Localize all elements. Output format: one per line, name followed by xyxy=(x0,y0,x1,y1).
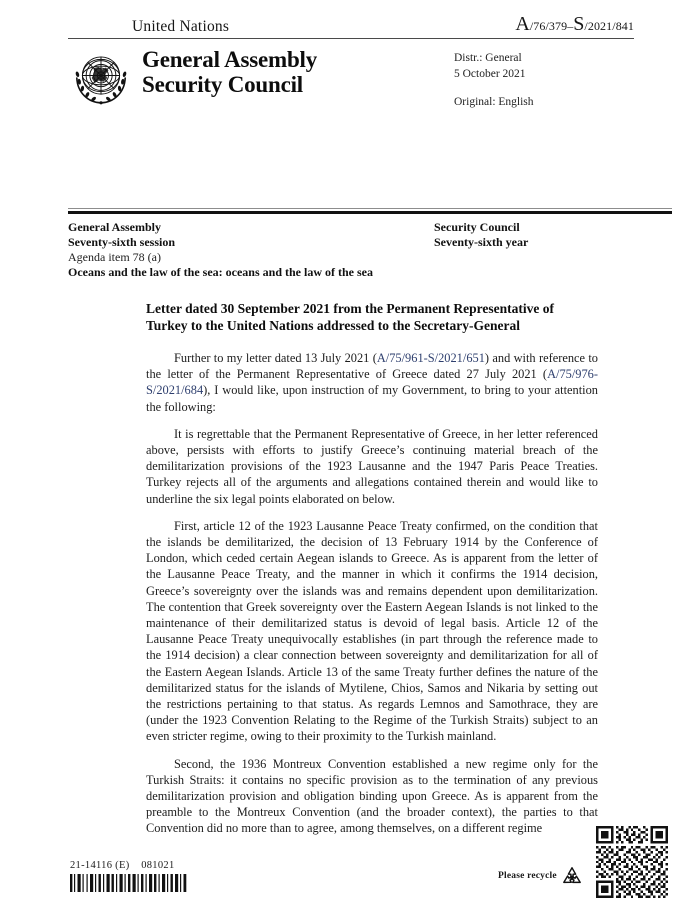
un-emblem-icon xyxy=(70,47,132,109)
session-year: Seventy-sixth year xyxy=(434,235,529,249)
agenda-item: Agenda item 78 (a) xyxy=(68,250,161,264)
symbol-council-number: /2021/841 xyxy=(584,19,634,33)
footer-left xyxy=(70,860,330,892)
document-symbol-link[interactable]: A/75/976-S/2021/684 xyxy=(146,367,598,398)
session-divider-hairline xyxy=(68,208,672,209)
symbol-assembly-prefix: A xyxy=(515,13,530,35)
masthead-top-line xyxy=(68,10,634,36)
distribution-spacer xyxy=(454,82,634,95)
session-info-left xyxy=(68,220,434,280)
para-2: It is regrettable that the Permanent Representative of Greece, in her letter referenced above, persists with efforts to justify Greece’s continuing material breach of the demilitarization provisions of the 1923 Lausanne and the 1947 Paris Peace Treaties. Turkey rejects all of the arguments and allegations contained therein and would like to underline the six legal points elaborated on below. xyxy=(146,426,598,506)
letter-content xyxy=(146,300,598,848)
recycle-icon xyxy=(561,866,583,886)
letter-title: Letter dated 30 September 2021 from the Permanent Representative of Turkey to the United Nations addressed to the Secretary-General xyxy=(146,301,555,333)
organ-titles xyxy=(142,47,317,97)
masthead-divider xyxy=(68,38,634,39)
session-organ-security-council: Security Council xyxy=(434,220,520,234)
session-info-right xyxy=(434,220,672,280)
recycle-label: Please recycle xyxy=(498,871,557,881)
barcode xyxy=(70,874,190,892)
document-symbol-link[interactable]: A/75/961-S/2021/651 xyxy=(376,351,485,365)
session-info xyxy=(68,220,672,280)
original-language: Original: English xyxy=(454,96,534,108)
organ-title-general-assembly: General Assembly xyxy=(142,47,318,72)
session-organ-general-assembly: General Assembly xyxy=(68,220,161,234)
agenda-title: Oceans and the law of the sea: oceans and the law of the sea xyxy=(68,265,373,279)
organ-title-security-council: Security Council xyxy=(142,72,303,97)
organization-name: United Nations xyxy=(132,18,230,35)
session-number: Seventy-sixth session xyxy=(68,235,176,249)
masthead-body xyxy=(68,45,634,111)
distribution-block xyxy=(454,45,634,111)
recycle-notice xyxy=(498,866,583,886)
document-date: 5 October 2021 xyxy=(454,67,526,80)
job-number: 21-14116 (E) 081021 xyxy=(70,860,175,871)
symbol-council-prefix: S xyxy=(573,13,585,35)
distribution-type: Distr.: General xyxy=(454,52,522,64)
masthead xyxy=(68,10,634,111)
para-4: Second, the 1936 Montreux Convention established a new regime only for the Turkish Straits: it contains no specific provision as to the termination of any previous demilitarization provision and obligation binding upon Greece. As is apparent from the preamble to the Montreux Convention (and the broader context), the parties to that Convention did no more than to agree, among themselves, on a different regime xyxy=(146,756,598,836)
session-divider xyxy=(68,208,672,214)
letter-paragraphs xyxy=(146,350,598,837)
symbol-assembly-number: /76/379 xyxy=(529,19,568,33)
qr-code xyxy=(596,826,668,898)
organ-block xyxy=(68,45,317,111)
session-divider-thick xyxy=(68,211,672,214)
para-3: First, article 12 of the 1923 Lausanne Peace Treaty confirmed, on the condition that the islands be demilitarized, the decision of 13 February 1914 by the Conference of London, which ceded certain Aegean islands to Greece. As is apparent from the letter of the Lausanne Peace Treaty, and the manner in which it confirms the 1914 decision, Greece’s sovereignty over the islands was and remains dependent upon demilitarization. The contention that Greek sovereignty over the Eastern Aegean Islands is not linked to the maintenance of their demilitarized status is devoid of legal basis. Article 12 of the Lausanne Peace Treaty unequivocally establishes (in part through the reference made to the 1914 decision) a clear connection between sovereignty and demilitarization for all of the Eastern Aegean Islands. Article 13 of the same Treaty further defines the nature of the demilitarized status for the islands of Mytilene, Chios, Samos and Nikaria by setting out the restrictions pertaining to that status. As regards Lemnos and Samothrace, they are (under the 1923 Convention Relating to the Regime of the Turkish Straits) subject to an even stricter regime, owing to their proximity to the Turkish mainland. xyxy=(146,518,598,744)
symbol-dash: – xyxy=(567,19,574,33)
document-symbol xyxy=(515,13,634,36)
para-1: Further to my letter dated 13 July 2021 (A/75/961-S/2021/651) and with reference to the letter of the Permanent Representative of Greece dated 27 July 2021 (A/75/976-S/2021/684), I would like, upon instruction of my Government, to bring to your attention the following: xyxy=(146,351,598,414)
